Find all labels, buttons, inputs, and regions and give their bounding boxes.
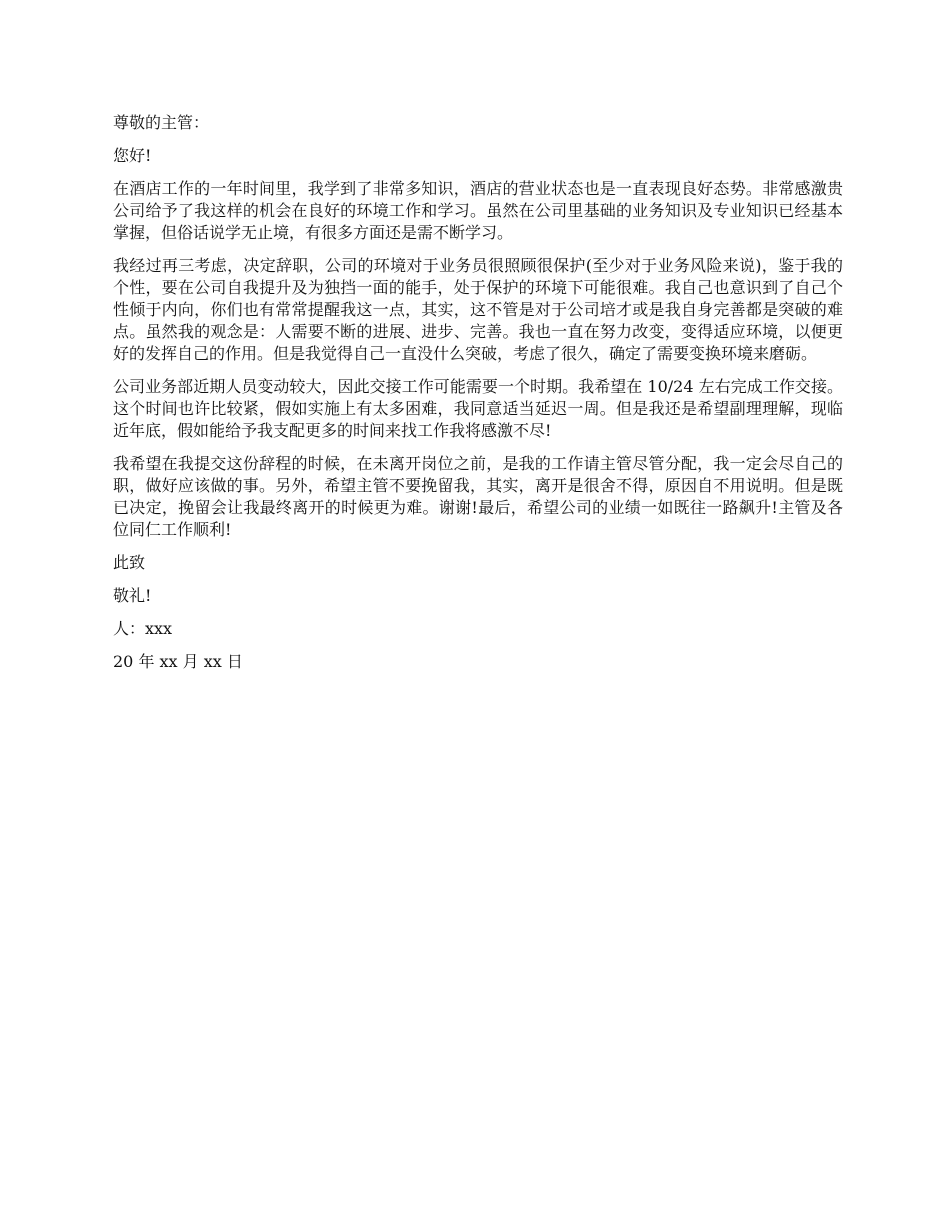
paragraph-3: 公司业务部近期人员变动较大，因此交接工作可能需要一个时期。我希望在 10/24 左右完成工作交接。这个时间也许比较紧，假如实施上有太多困难，我同意适当延迟一周。但是我还是希望副理理解，现临近年底，假如能给予我支配更多的时间来找工作我将感激不尽! xyxy=(113,377,843,440)
closing: 此致 xyxy=(113,553,146,572)
paragraph-1: 在酒店工作的一年时间里，我学到了非常多知识，酒店的营业状态也是一直表现良好态势。非常感激贵公司给予了我这样的机会在良好的环境工作和学习。虽然在公司里基础的业务知识及专业知识已经基本掌握，但俗话说学无止境，有很多方面还是需不断学习。 xyxy=(113,179,843,242)
letter-body xyxy=(113,112,843,684)
salutation: 尊敬的主管： xyxy=(113,113,210,132)
paragraph-4: 我希望在我提交这份辞程的时候，在未离开岗位之前，是我的工作请主管尽管分配，我一定会尽自己的职，做好应该做的事。另外，希望主管不要挽留我，其实，离开是很舍不得，原因自不用说明。但是既已决定，挽留会让我最终离开的时候更为难。谢谢!最后，希望公司的业绩一如既往一路飙升!主管及各位同仁工作顺利! xyxy=(113,454,843,539)
signature: 人：xxx xyxy=(113,619,173,638)
date: 20 年 xx 月 xx 日 xyxy=(113,652,243,671)
regards: 敬礼! xyxy=(113,586,152,605)
greeting: 您好! xyxy=(113,146,152,165)
paragraph-2: 我经过再三考虑，决定辞职，公司的环境对于业务员很照顾很保护(至少对于业务风险来说)，鉴于我的个性，要在公司自我提升及为独挡一面的能手，处于保护的环境下可能很难。我自己也意识到了自己个性倾于内向，你们也有常常提醒我这一点，其实，这不管是对于公司培才或是我自身完善都是突破的难点。虽然我的观念是：人需要不断的进展、进步、完善。我也一直在努力改变，变得适应环境，以便更好的发挥自己的作用。但是我觉得自己一直没什么突破，考虑了很久，确定了需要变换环境来磨砺。 xyxy=(113,256,843,363)
